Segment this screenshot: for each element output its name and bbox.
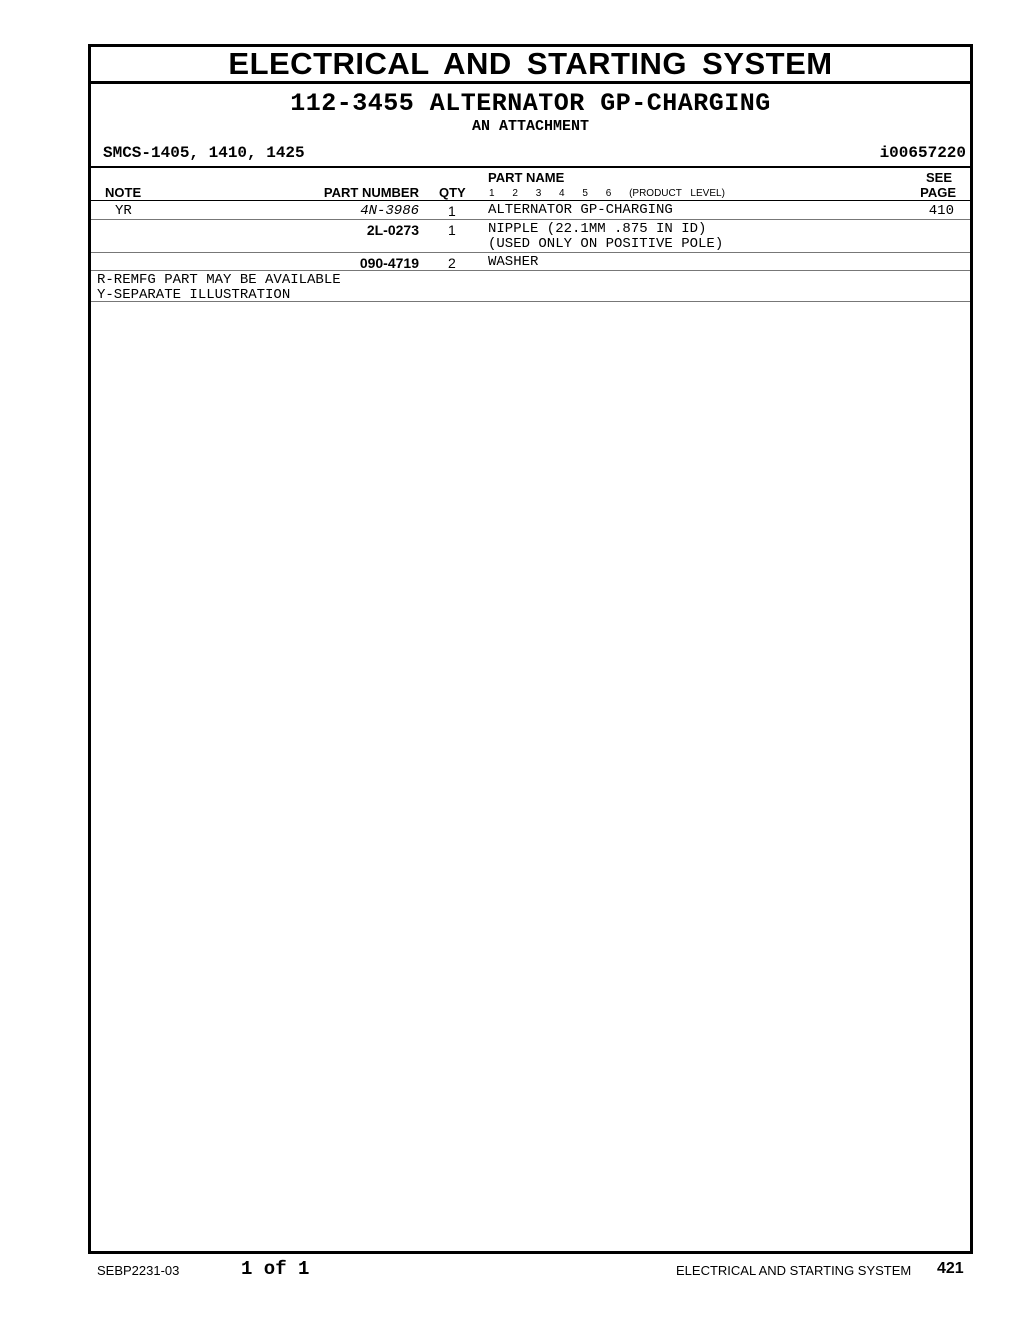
group-title: 112-3455 ALTERNATOR GP-CHARGING <box>290 89 771 118</box>
group-subtitle: AN ATTACHMENT <box>471 118 590 135</box>
row-part-number: 4N-3986 <box>360 203 419 219</box>
row-qty: 1 <box>448 203 456 219</box>
row-note: YR <box>115 203 132 219</box>
row-part-name: NIPPLE (22.1MM .875 IN ID) (USED ONLY ON POSITIVE POLE) <box>488 221 724 252</box>
level-5: 5 <box>582 188 588 199</box>
notes-legend <box>91 271 970 302</box>
row-part-number: 090-4719 <box>359 255 419 271</box>
level-1: 1 <box>489 188 495 199</box>
smcs-codes: SMCS-1405, 1410, 1425 <box>103 144 305 162</box>
level-6: 6 <box>605 188 612 199</box>
table-row <box>91 220 970 253</box>
section-title: ELECTRICAL AND STARTING SYSTEM <box>91 47 970 84</box>
row-see-page: 410 <box>928 203 954 219</box>
level-2: 2 <box>512 188 518 199</box>
header-note: NOTE <box>105 185 142 200</box>
level-3: 3 <box>535 188 542 199</box>
page-footer <box>0 1258 1020 1288</box>
header-part-name: PART NAME <box>488 170 565 185</box>
header-qty: QTY <box>439 185 466 200</box>
doc-number: SEBP2231-03 <box>97 1263 180 1278</box>
row-part-name: ALTERNATOR GP-CHARGING <box>488 202 673 218</box>
legend-line-r: R-REMFG PART MAY BE AVAILABLE <box>97 272 341 288</box>
table-row <box>91 201 970 220</box>
row-part-name: WASHER <box>488 254 539 270</box>
header-product-levels <box>489 188 725 199</box>
table-row <box>91 253 970 271</box>
row-part-number: 2L-0273 <box>366 222 419 238</box>
header-see: SEE <box>925 170 952 185</box>
parts-page-frame <box>88 44 973 1254</box>
table-header <box>91 168 970 201</box>
legend-line-y: Y-SEPARATE ILLUSTRATION <box>97 287 291 303</box>
page-of: 1 of 1 <box>241 1258 310 1280</box>
row-qty: 2 <box>448 255 456 271</box>
footer-section-name: ELECTRICAL AND STARTING SYSTEM <box>676 1263 912 1278</box>
illustration-id: i00657220 <box>879 144 966 162</box>
smcs-row <box>91 144 970 168</box>
level-4: 4 <box>559 188 565 199</box>
page-number: 421 <box>937 1260 964 1277</box>
product-level-label: (PRODUCT LEVEL) <box>629 188 725 199</box>
row-qty: 1 <box>448 222 456 238</box>
header-part-number: PART NUMBER <box>323 185 419 200</box>
header-page: PAGE <box>920 185 956 200</box>
